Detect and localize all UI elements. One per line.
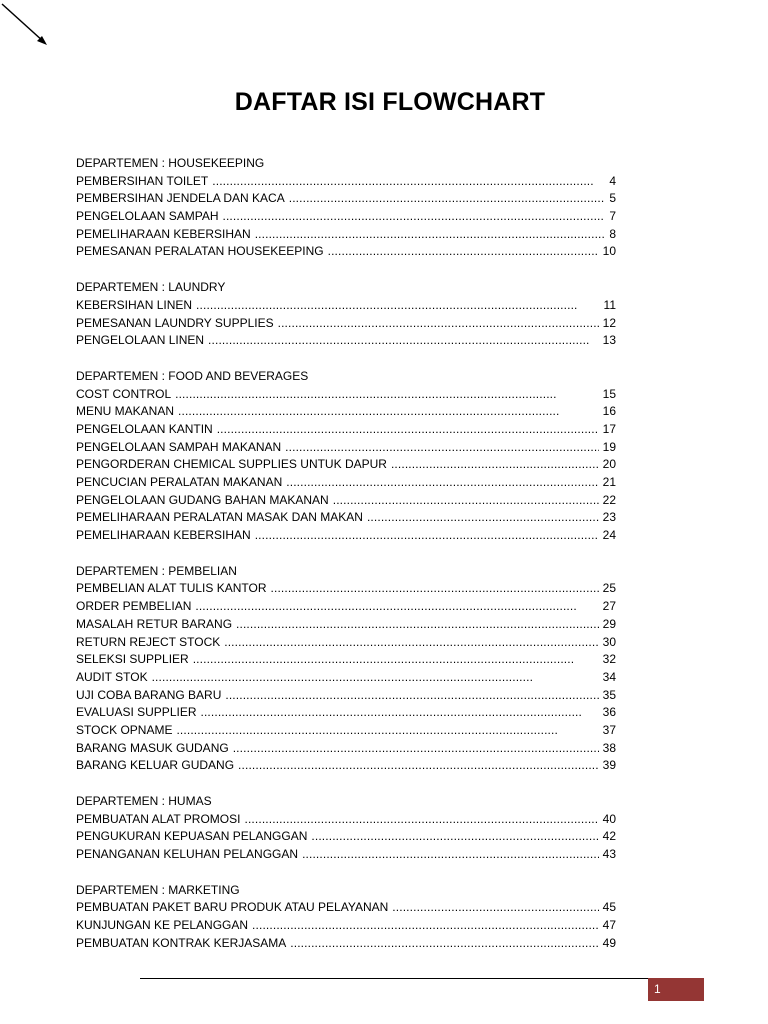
- toc-entry-page: 8: [609, 226, 616, 241]
- toc-entry-label: PEMBERSIHAN JENDELA DAN KACA: [76, 191, 285, 206]
- dot-leader: [278, 315, 599, 333]
- toc-entry[interactable]: [76, 616, 616, 634]
- toc-entry-label: PEMELIHARAAN KEBERSIHAN: [76, 226, 251, 241]
- toc-entry-page: 29: [602, 616, 616, 631]
- toc-entry[interactable]: [76, 208, 616, 226]
- dot-leader: [178, 403, 599, 421]
- toc-entry-page: 40: [602, 811, 616, 826]
- toc-entry[interactable]: [76, 173, 616, 191]
- toc-entry[interactable]: [76, 190, 616, 208]
- toc-section: [76, 882, 616, 953]
- toc-section: [76, 793, 616, 864]
- toc-entry-label: PENGORDERAN CHEMICAL SUPPLIES UNTUK DAPUR: [76, 457, 387, 472]
- toc-entry-page: 16: [602, 404, 616, 419]
- dot-leader: [176, 722, 598, 740]
- toc-entry-page: 17: [602, 421, 616, 436]
- dot-leader: [290, 935, 598, 953]
- toc-entry-page: 20: [602, 457, 616, 472]
- dot-leader: [223, 208, 606, 226]
- toc-entry[interactable]: [76, 580, 616, 598]
- page-number-badge: [648, 978, 704, 1001]
- dot-leader: [236, 616, 599, 634]
- corner-arrow-icon: [0, 0, 60, 60]
- toc-entry-label: MENU MAKANAN: [76, 404, 175, 419]
- dot-leader: [333, 492, 599, 510]
- toc-entry-label: MASALAH RETUR BARANG: [76, 616, 233, 631]
- toc-entry-label: PEMBUATAN ALAT PROMOSI: [76, 811, 241, 826]
- dot-leader: [238, 757, 599, 775]
- toc-entry-label: SELEKSI SUPPLIER: [76, 652, 189, 667]
- page-number: 1: [654, 982, 661, 996]
- toc-entry[interactable]: [76, 474, 616, 492]
- toc-entry[interactable]: [76, 935, 616, 953]
- toc-entry-page: 15: [602, 386, 616, 401]
- toc-entry-label: RETURN REJECT STOCK: [76, 634, 221, 649]
- toc-entry[interactable]: [76, 917, 616, 935]
- table-of-contents: [76, 155, 616, 971]
- toc-entry[interactable]: [76, 651, 616, 669]
- dot-leader: [392, 899, 598, 917]
- toc-entry-page: 39: [602, 758, 616, 773]
- toc-entry[interactable]: [76, 421, 616, 439]
- dot-leader: [289, 190, 606, 208]
- toc-section: [76, 279, 616, 350]
- dot-leader: [311, 828, 598, 846]
- toc-entry-label: PENANGANAN KELUHAN PELANGGAN: [76, 847, 299, 862]
- toc-entry[interactable]: [76, 669, 616, 687]
- dot-leader: [244, 811, 598, 829]
- toc-entry[interactable]: [76, 297, 616, 315]
- toc-entry-label: EVALUASI SUPPLIER: [76, 705, 197, 720]
- toc-entry-label: PENGELOLAAN SAMPAH MAKANAN: [76, 439, 282, 454]
- toc-entry-page: 21: [602, 475, 616, 489]
- toc-entry-page: 23: [602, 510, 616, 525]
- toc-entry[interactable]: [76, 492, 616, 510]
- document-title: DAFTAR ISI FLOWCHART: [234, 88, 546, 116]
- toc-entry-label: KEBERSIHAN LINEN: [76, 297, 193, 312]
- dot-leader: [193, 651, 599, 669]
- toc-entry[interactable]: [76, 811, 616, 829]
- toc-entry-page: 5: [609, 191, 616, 206]
- dot-leader: [286, 474, 598, 492]
- toc-entry-page: 30: [602, 634, 616, 649]
- toc-entry-page: 36: [602, 705, 616, 720]
- toc-entry-label: PEMESANAN LAUNDRY SUPPLIES: [76, 315, 274, 330]
- toc-entry[interactable]: [76, 243, 616, 261]
- dot-leader: [224, 634, 598, 652]
- toc-entry-page: 11: [603, 297, 616, 312]
- toc-entry-page: 12: [602, 315, 616, 330]
- toc-entry-label: PEMBELIAN ALAT TULIS KANTOR: [76, 581, 267, 596]
- toc-entry-page: 24: [602, 528, 616, 543]
- toc-entry-label: UJI COBA BARANG BARU: [76, 687, 222, 702]
- toc-entry[interactable]: [76, 740, 616, 758]
- toc-entry-label: PEMBERSIHAN TOILET: [76, 173, 209, 188]
- department-heading: DEPARTEMEN : PEMBELIAN: [76, 563, 237, 578]
- dot-leader: [195, 598, 598, 616]
- toc-entry[interactable]: [76, 899, 616, 917]
- department-heading: DEPARTEMEN : MARKETING: [76, 882, 240, 897]
- dot-leader: [285, 439, 598, 457]
- toc-entry-label: PEMBUATAN PAKET BARU PRODUK ATAU PELAYANAN: [76, 900, 389, 915]
- dot-leader: [271, 580, 599, 598]
- toc-entry[interactable]: [76, 757, 616, 775]
- dot-leader: [328, 243, 599, 261]
- toc-entry-page: 47: [602, 918, 616, 933]
- toc-entry-label: BARANG KELUAR GUDANG: [76, 758, 235, 773]
- toc-entry-label: STOCK OPNAME: [76, 722, 173, 737]
- toc-entry-label: PEMBUATAN KONTRAK KERJASAMA: [76, 935, 287, 950]
- toc-entry-label: PEMELIHARAAN PERALATAN MASAK DAN MAKAN: [76, 510, 363, 525]
- toc-entry[interactable]: [76, 386, 616, 404]
- dot-leader: [152, 669, 599, 687]
- dot-leader: [255, 527, 599, 545]
- toc-entry-label: BARANG MASUK GUDANG: [76, 740, 229, 755]
- toc-entry-page: 37: [602, 722, 616, 737]
- toc-entry-page: 42: [602, 829, 616, 844]
- toc-entry-page: 27: [602, 599, 616, 614]
- toc-entry-label: PENGELOLAAN GUDANG BAHAN MAKANAN: [76, 492, 329, 507]
- toc-entry-page: 45: [602, 900, 616, 915]
- toc-entry-label: PEMESANAN PERALATAN HOUSEKEEPING: [76, 244, 324, 259]
- toc-entry[interactable]: [76, 332, 616, 350]
- dot-leader: [201, 704, 599, 722]
- dot-leader: [175, 386, 599, 404]
- toc-entry[interactable]: [76, 634, 616, 652]
- toc-section: [76, 155, 616, 261]
- toc-entry[interactable]: [76, 456, 616, 474]
- dot-leader: [255, 226, 606, 244]
- toc-entry-page: 19: [602, 439, 616, 454]
- dot-leader: [225, 687, 598, 705]
- toc-section: [76, 563, 616, 775]
- toc-entry-page: 38: [602, 740, 616, 755]
- toc-entry[interactable]: [76, 226, 616, 244]
- toc-entry[interactable]: [76, 509, 616, 527]
- toc-entry[interactable]: [76, 403, 616, 421]
- dot-leader: [302, 846, 599, 864]
- toc-section: [76, 368, 616, 545]
- toc-entry-label: PENGELOLAAN KANTIN: [76, 421, 213, 436]
- toc-entry-label: AUDIT STOK: [76, 669, 148, 684]
- toc-entry[interactable]: [76, 687, 616, 705]
- department-heading: DEPARTEMEN : FOOD AND BEVERAGES: [76, 368, 309, 383]
- dot-leader: [212, 173, 605, 191]
- toc-entry-page: 34: [602, 669, 616, 684]
- toc-entry-label: PENGELOLAAN SAMPAH: [76, 209, 219, 224]
- department-heading: DEPARTEMEN : HUMAS: [76, 794, 212, 808]
- toc-entry-page: 25: [602, 581, 616, 596]
- toc-entry-page: 7: [609, 209, 616, 224]
- toc-entry-label: PENGELOLAAN LINEN: [76, 333, 205, 348]
- footer-rule: [140, 978, 648, 979]
- toc-entry[interactable]: [76, 527, 616, 545]
- toc-entry-page: 35: [602, 687, 616, 702]
- toc-entry-page: 22: [602, 492, 616, 507]
- department-heading: DEPARTEMEN : HOUSEKEEPING: [76, 156, 265, 170]
- toc-entry-label: PENCUCIAN PERALATAN MAKANAN: [76, 475, 283, 489]
- dot-leader: [196, 297, 599, 315]
- toc-entry[interactable]: [76, 315, 616, 333]
- toc-entry-page: 10: [602, 244, 616, 259]
- toc-entry-page: 43: [602, 847, 616, 862]
- dot-leader: [391, 456, 599, 474]
- toc-entry-label: PENGUKURAN KEPUASAN PELANGGAN: [76, 829, 308, 844]
- toc-entry-page: 32: [602, 652, 616, 667]
- toc-entry[interactable]: [76, 439, 616, 457]
- dot-leader: [252, 917, 599, 935]
- toc-entry[interactable]: [76, 828, 616, 846]
- dot-leader: [217, 421, 599, 439]
- toc-entry-page: 13: [602, 333, 616, 348]
- toc-entry[interactable]: [76, 722, 616, 740]
- toc-entry[interactable]: [76, 598, 616, 616]
- toc-entry-page: 49: [602, 935, 616, 950]
- toc-entry-label: PEMELIHARAAN KEBERSIHAN: [76, 528, 251, 543]
- toc-entry-label: ORDER PEMBELIAN: [76, 599, 192, 614]
- dot-leader: [233, 740, 599, 758]
- toc-entry-label: COST CONTROL: [76, 386, 172, 401]
- dot-leader: [367, 509, 599, 527]
- toc-entry[interactable]: [76, 846, 616, 864]
- department-heading: DEPARTEMEN : LAUNDRY: [76, 280, 226, 295]
- dot-leader: [208, 332, 599, 350]
- toc-entry[interactable]: [76, 704, 616, 722]
- toc-entry-label: KUNJUNGAN KE PELANGGAN: [76, 918, 249, 933]
- toc-entry-page: 4: [609, 173, 616, 188]
